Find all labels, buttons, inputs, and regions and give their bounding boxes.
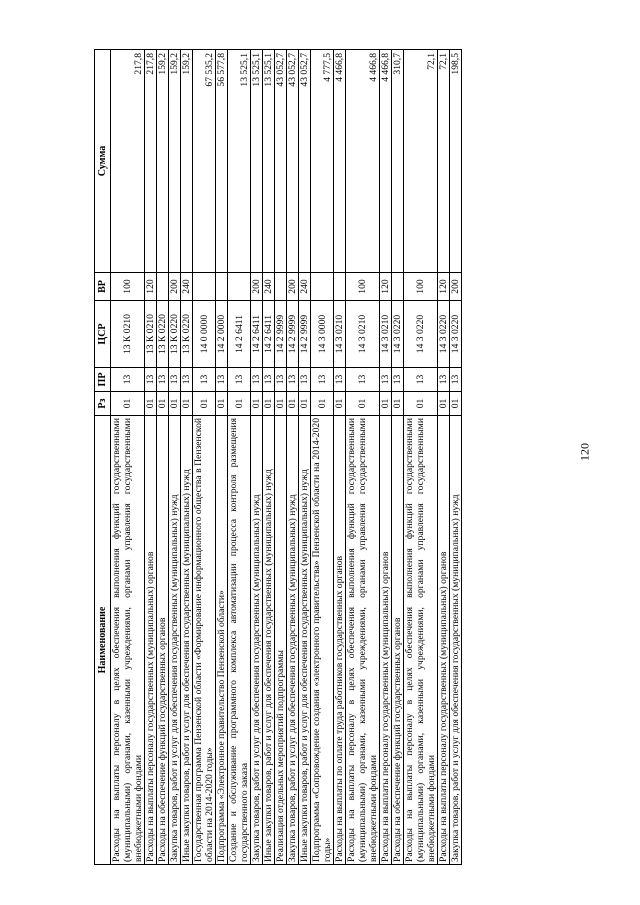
row-name-cell: Иные закупки товаров, работ и услуг для обеспечения государственных (муниципальных) нужд xyxy=(181,416,193,865)
table-body xyxy=(111,50,462,865)
row-sum-cell: 198,5 xyxy=(450,50,462,273)
row-pr-cell: 13 xyxy=(251,368,263,392)
row-pr-cell: 13 xyxy=(346,368,380,392)
row-vr-cell xyxy=(228,273,251,301)
header-rz: Рз xyxy=(95,392,111,416)
header-sum: Сумма xyxy=(95,50,111,273)
row-sum-cell: 43 052,7 xyxy=(275,50,287,273)
row-name-cell: Создание и обслуживание программного комплекса автоматизации процесса контроля размещения государственного заказа xyxy=(228,416,251,865)
row-pr-cell: 13 xyxy=(169,368,181,392)
row-csr-cell: 14 3 0220 xyxy=(450,301,462,368)
row-vr-cell: 100 xyxy=(404,273,438,301)
row-pr-cell: 13 xyxy=(380,368,392,392)
row-rz-cell: 01 xyxy=(251,392,263,416)
table-row xyxy=(216,50,228,865)
row-pr-cell: 13 xyxy=(334,368,346,392)
row-vr-cell xyxy=(311,273,334,301)
table-row xyxy=(287,50,299,865)
row-vr-cell: 100 xyxy=(346,273,380,301)
row-vr-cell: 240 xyxy=(263,273,275,301)
row-name-cell: Подпрограмма «Сопровождение создания «электронного правительства» Пензенской области на 2014-2020 годы» xyxy=(311,416,334,865)
row-csr-cell: 13 К 0220 xyxy=(157,301,169,368)
budget-table xyxy=(94,49,462,865)
row-vr-cell: 200 xyxy=(251,273,263,301)
row-rz-cell: 01 xyxy=(228,392,251,416)
row-csr-cell: 14 2 6411 xyxy=(251,301,263,368)
row-rz-cell: 01 xyxy=(193,392,216,416)
row-name-cell: Закупка товаров, работ и услуг для обеспечения государственных (муниципальных) нужд xyxy=(287,416,299,865)
row-vr-cell: 200 xyxy=(450,273,462,301)
row-csr-cell: 14 2 9999 xyxy=(275,301,287,368)
row-sum-cell: 56 577,8 xyxy=(216,50,228,273)
row-pr-cell: 13 xyxy=(438,368,450,392)
table-row xyxy=(228,50,251,865)
row-csr-cell: 14 2 0000 xyxy=(216,301,228,368)
row-name-cell: Расходы на обеспечение функций государственных органов xyxy=(157,416,169,865)
row-vr-cell xyxy=(216,273,228,301)
row-rz-cell: 01 xyxy=(311,392,334,416)
table-row xyxy=(111,50,145,865)
row-name-cell: Расходы на выплаты персоналу государственных (муниципальных) органов xyxy=(145,416,157,865)
row-pr-cell: 13 xyxy=(145,368,157,392)
row-pr-cell: 13 xyxy=(111,368,145,392)
row-rz-cell: 01 xyxy=(169,392,181,416)
row-vr-cell: 200 xyxy=(287,273,299,301)
row-rz-cell: 01 xyxy=(263,392,275,416)
rotated-table-container xyxy=(94,50,553,865)
row-name-cell: Расходы на выплаты персоналу в целях обеспечения выполнения функций государственными (муниципальными) органами, казенными учреждениями, органами управления государственными внебюджетными фондами xyxy=(404,416,438,865)
row-rz-cell: 01 xyxy=(157,392,169,416)
row-sum-cell: 72,1 xyxy=(438,50,450,273)
row-pr-cell: 13 xyxy=(275,368,287,392)
row-vr-cell: 120 xyxy=(380,273,392,301)
row-rz-cell: 01 xyxy=(438,392,450,416)
row-sum-cell: 43 052,7 xyxy=(299,50,311,273)
table-row xyxy=(380,50,392,865)
row-sum-cell: 72,1 xyxy=(404,50,438,273)
row-csr-cell: 13 К 0210 xyxy=(111,301,145,368)
row-csr-cell: 14 0 0000 xyxy=(193,301,216,368)
table-row xyxy=(299,50,311,865)
row-rz-cell: 01 xyxy=(450,392,462,416)
row-name-cell: Расходы на выплаты персоналу государственных (муниципальных) органов xyxy=(380,416,392,865)
row-name-cell: Иные закупки товаров, работ и услуг для обеспечения государственных (муниципальных) нужд xyxy=(299,416,311,865)
row-vr-cell: 200 xyxy=(169,273,181,301)
row-rz-cell: 01 xyxy=(111,392,145,416)
table-row xyxy=(311,50,334,865)
row-vr-cell: 240 xyxy=(299,273,311,301)
row-name-cell: Расходы на выплаты персоналу в целях обеспечения выполнения функций государственными (муниципальными) органами, казенными учреждениями, органами управления государственными внебюджетными фондами xyxy=(111,416,145,865)
row-pr-cell: 13 xyxy=(157,368,169,392)
row-pr-cell: 13 xyxy=(181,368,193,392)
row-sum-cell: 4 466,8 xyxy=(346,50,380,273)
row-name-cell: Расходы на выплаты по оплате труда работников государственных органов xyxy=(334,416,346,865)
row-rz-cell: 01 xyxy=(275,392,287,416)
table-row xyxy=(157,50,169,865)
table-row xyxy=(346,50,380,865)
table-row xyxy=(145,50,157,865)
table-row xyxy=(251,50,263,865)
row-sum-cell: 159,2 xyxy=(157,50,169,273)
header-name: Наименование xyxy=(95,416,111,865)
row-csr-cell: 13 К 0210 xyxy=(145,301,157,368)
table-row xyxy=(392,50,404,865)
row-sum-cell: 159,2 xyxy=(169,50,181,273)
row-pr-cell: 13 xyxy=(311,368,334,392)
page-number-text: 120 xyxy=(577,443,592,461)
row-sum-cell: 4 466,8 xyxy=(380,50,392,273)
row-name-cell: Расходы на обеспечение функций государственных органов xyxy=(392,416,404,865)
table-header-row xyxy=(95,50,111,865)
row-vr-cell xyxy=(193,273,216,301)
row-csr-cell: 14 3 0220 xyxy=(404,301,438,368)
row-csr-cell: 14 3 0220 xyxy=(392,301,404,368)
row-pr-cell: 13 xyxy=(228,368,251,392)
row-csr-cell: 14 2 9999 xyxy=(287,301,299,368)
row-name-cell: Закупка товаров, работ и услуг для обеспечения государственных (муниципальных) нужд xyxy=(251,416,263,865)
row-sum-cell: 217,8 xyxy=(111,50,145,273)
row-rz-cell: 01 xyxy=(299,392,311,416)
row-name-cell: Закупка товаров, работ и услуг для обеспечения государственных (муниципальных) нужд xyxy=(450,416,462,865)
row-pr-cell: 13 xyxy=(404,368,438,392)
row-csr-cell: 13 К 0220 xyxy=(169,301,181,368)
row-pr-cell: 13 xyxy=(216,368,228,392)
row-csr-cell: 14 3 0210 xyxy=(334,301,346,368)
row-vr-cell: 240 xyxy=(181,273,193,301)
row-sum-cell: 67 535,2 xyxy=(193,50,216,273)
table-row xyxy=(193,50,216,865)
row-sum-cell: 13 525,1 xyxy=(251,50,263,273)
row-csr-cell: 14 2 6411 xyxy=(263,301,275,368)
table-row xyxy=(169,50,181,865)
row-pr-cell: 13 xyxy=(287,368,299,392)
row-name-cell: Расходы на выплаты персоналу государственных (муниципальных) органов xyxy=(438,416,450,865)
row-rz-cell: 01 xyxy=(404,392,438,416)
table-row xyxy=(438,50,450,865)
row-pr-cell: 13 xyxy=(263,368,275,392)
row-sum-cell: 4 777,5 xyxy=(311,50,334,273)
row-name-cell: Закупка товаров, работ и услуг для обеспечения государственных (муниципальных) нужд xyxy=(169,416,181,865)
row-name-cell: Расходы на выплаты персоналу в целях обеспечения выполнения функций государственными (муниципальными) органами, казенными учреждениями, органами управления государственными внебюджетными фондами xyxy=(346,416,380,865)
row-vr-cell xyxy=(334,273,346,301)
table-row xyxy=(263,50,275,865)
row-csr-cell: 14 2 9999 xyxy=(299,301,311,368)
header-vr: ВР xyxy=(95,273,111,301)
row-csr-cell: 14 3 0210 xyxy=(346,301,380,368)
row-name-cell: Реализация отдельных мероприятий подпрограммы xyxy=(275,416,287,865)
row-vr-cell: 120 xyxy=(438,273,450,301)
row-vr-cell xyxy=(157,273,169,301)
row-csr-cell: 13 К 0220 xyxy=(181,301,193,368)
row-sum-cell: 310,7 xyxy=(392,50,404,273)
table-row xyxy=(275,50,287,865)
row-sum-cell: 217,8 xyxy=(145,50,157,273)
table-row xyxy=(334,50,346,865)
table-row xyxy=(404,50,438,865)
row-rz-cell: 01 xyxy=(216,392,228,416)
row-sum-cell: 4 466,8 xyxy=(334,50,346,273)
row-pr-cell: 13 xyxy=(392,368,404,392)
row-name-cell: Иные закупки товаров, работ и услуг для обеспечения государственных (муниципальных) нужд xyxy=(263,416,275,865)
header-csr: ЦСР xyxy=(95,301,111,368)
row-vr-cell: 120 xyxy=(145,273,157,301)
row-sum-cell: 13 525,1 xyxy=(228,50,251,273)
row-rz-cell: 01 xyxy=(287,392,299,416)
table-row xyxy=(450,50,462,865)
row-vr-cell: 100 xyxy=(111,273,145,301)
row-name-cell: Государственная программа Пензенской области «Формирование информационного общества в Пензенской области на 2014-2020 годы» xyxy=(193,416,216,865)
row-rz-cell: 01 xyxy=(181,392,193,416)
row-vr-cell xyxy=(275,273,287,301)
row-csr-cell: 14 3 0210 xyxy=(380,301,392,368)
row-rz-cell: 01 xyxy=(145,392,157,416)
row-vr-cell xyxy=(392,273,404,301)
row-sum-cell: 13 525,1 xyxy=(263,50,275,273)
row-csr-cell: 14 2 6411 xyxy=(228,301,251,368)
row-sum-cell: 159,2 xyxy=(181,50,193,273)
row-pr-cell: 13 xyxy=(299,368,311,392)
row-pr-cell: 13 xyxy=(450,368,462,392)
header-pr: ПР xyxy=(95,368,111,392)
row-rz-cell: 01 xyxy=(380,392,392,416)
row-rz-cell: 01 xyxy=(346,392,380,416)
row-rz-cell: 01 xyxy=(392,392,404,416)
row-name-cell: Подпрограмма «Электронное правительство Пензенской области» xyxy=(216,416,228,865)
row-rz-cell: 01 xyxy=(334,392,346,416)
row-csr-cell: 14 3 0220 xyxy=(438,301,450,368)
row-pr-cell: 13 xyxy=(193,368,216,392)
row-sum-cell: 43 052,7 xyxy=(287,50,299,273)
row-csr-cell: 14 3 0000 xyxy=(311,301,334,368)
table-row xyxy=(181,50,193,865)
